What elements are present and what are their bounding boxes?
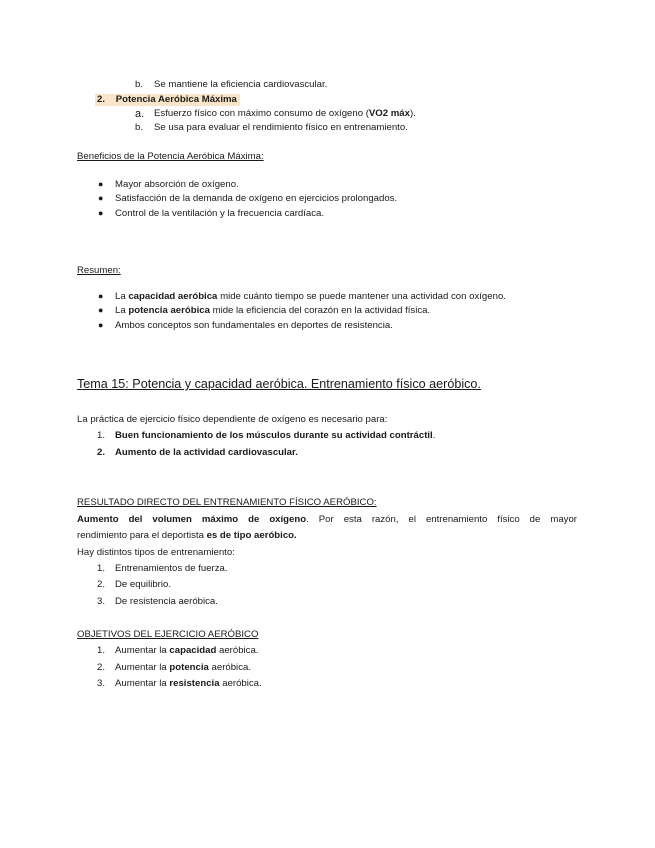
list-marker: 3. [97, 596, 106, 607]
bullet-icon: ● [98, 179, 104, 189]
list-item-text: Entrenamientos de fuerza. [115, 563, 228, 574]
bullet-item: La capacidad aeróbica mide cuánto tiempo se puede mantener una actividad con oxígeno. [115, 291, 506, 302]
bullet-icon: ● [98, 305, 104, 315]
list-marker: 3. [97, 678, 106, 689]
highlighted-list-item [95, 94, 240, 106]
list-item-text: Esfuerzo físico con máximo consumo de oxígeno (VO2 máx). [154, 108, 416, 119]
section-heading: RESULTADO DIRECTO DEL ENTRENAMIENTO FÍSICO AERÓBICO: [77, 497, 377, 508]
bullet-item: Satisfacción de la demanda de oxígeno en ejercicios prolongados. [115, 193, 398, 204]
bullet-item: Control de la ventilación y la frecuencia cardíaca. [115, 208, 325, 219]
list-item-text: De equilibrio. [115, 579, 171, 590]
section-heading: Beneficios de la Potencia Aeróbica Máxima: [77, 151, 264, 162]
list-marker: 2. [97, 579, 106, 590]
paragraph: La práctica de ejercicio físico dependiente de oxígeno es necesario para: [77, 414, 388, 425]
section-heading: Resumen: [77, 265, 121, 276]
page-title: Tema 15: Potencia y capacidad aeróbica. Entrenamiento físico aeróbico. [77, 377, 481, 391]
list-marker: 2. [97, 94, 106, 105]
bullet-icon: ● [98, 320, 104, 330]
bullet-item: Mayor absorción de oxígeno. [115, 179, 239, 190]
list-marker: 1. [97, 645, 106, 656]
list-marker: 1. [97, 563, 106, 574]
paragraph-line: Aumento del volumen máximo de oxígeno. Por esta razón, el entrenamiento físico de mayor [77, 514, 578, 525]
list-marker: 1. [97, 430, 106, 441]
bullet-item: Ambos conceptos son fundamentales en deportes de resistencia. [115, 320, 393, 331]
paragraph-line: rendimiento para el deportista es de tipo aeróbico. [77, 530, 297, 541]
list-item-text: Se mantiene la eficiencia cardiovascular. [154, 79, 328, 90]
bullet-icon: ● [98, 208, 104, 218]
list-item-text: Potencia Aeróbica Máxima [115, 94, 237, 105]
list-item-text: Aumento de la actividad cardiovascular. [115, 447, 298, 458]
bullet-icon: ● [98, 291, 104, 301]
section-heading: OBJETIVOS DEL EJERCICIO AERÓBICO [77, 629, 259, 640]
bullet-item: La potencia aeróbica mide la eficiencia del corazón en la actividad física. [115, 305, 431, 316]
list-marker: 2. [97, 447, 106, 458]
list-item-text: Aumentar la capacidad aeróbica. [115, 645, 259, 656]
list-item-text: De resistencia aeróbica. [115, 596, 218, 607]
list-marker: b. [135, 122, 144, 133]
list-item-text: Aumentar la potencia aeróbica. [115, 662, 251, 673]
list-item-text: Se usa para evaluar el rendimiento físico en entrenamiento. [154, 122, 408, 133]
paragraph: Hay distintos tipos de entrenamiento: [77, 547, 235, 558]
list-marker: 2. [97, 662, 106, 673]
list-item-text: Aumentar la resistencia aeróbica. [115, 678, 262, 689]
list-marker: a. [135, 108, 145, 120]
list-item-text: Buen funcionamiento de los músculos durante su actividad contráctil. [115, 430, 436, 441]
bullet-icon: ● [98, 193, 104, 203]
list-marker: b. [135, 79, 144, 90]
